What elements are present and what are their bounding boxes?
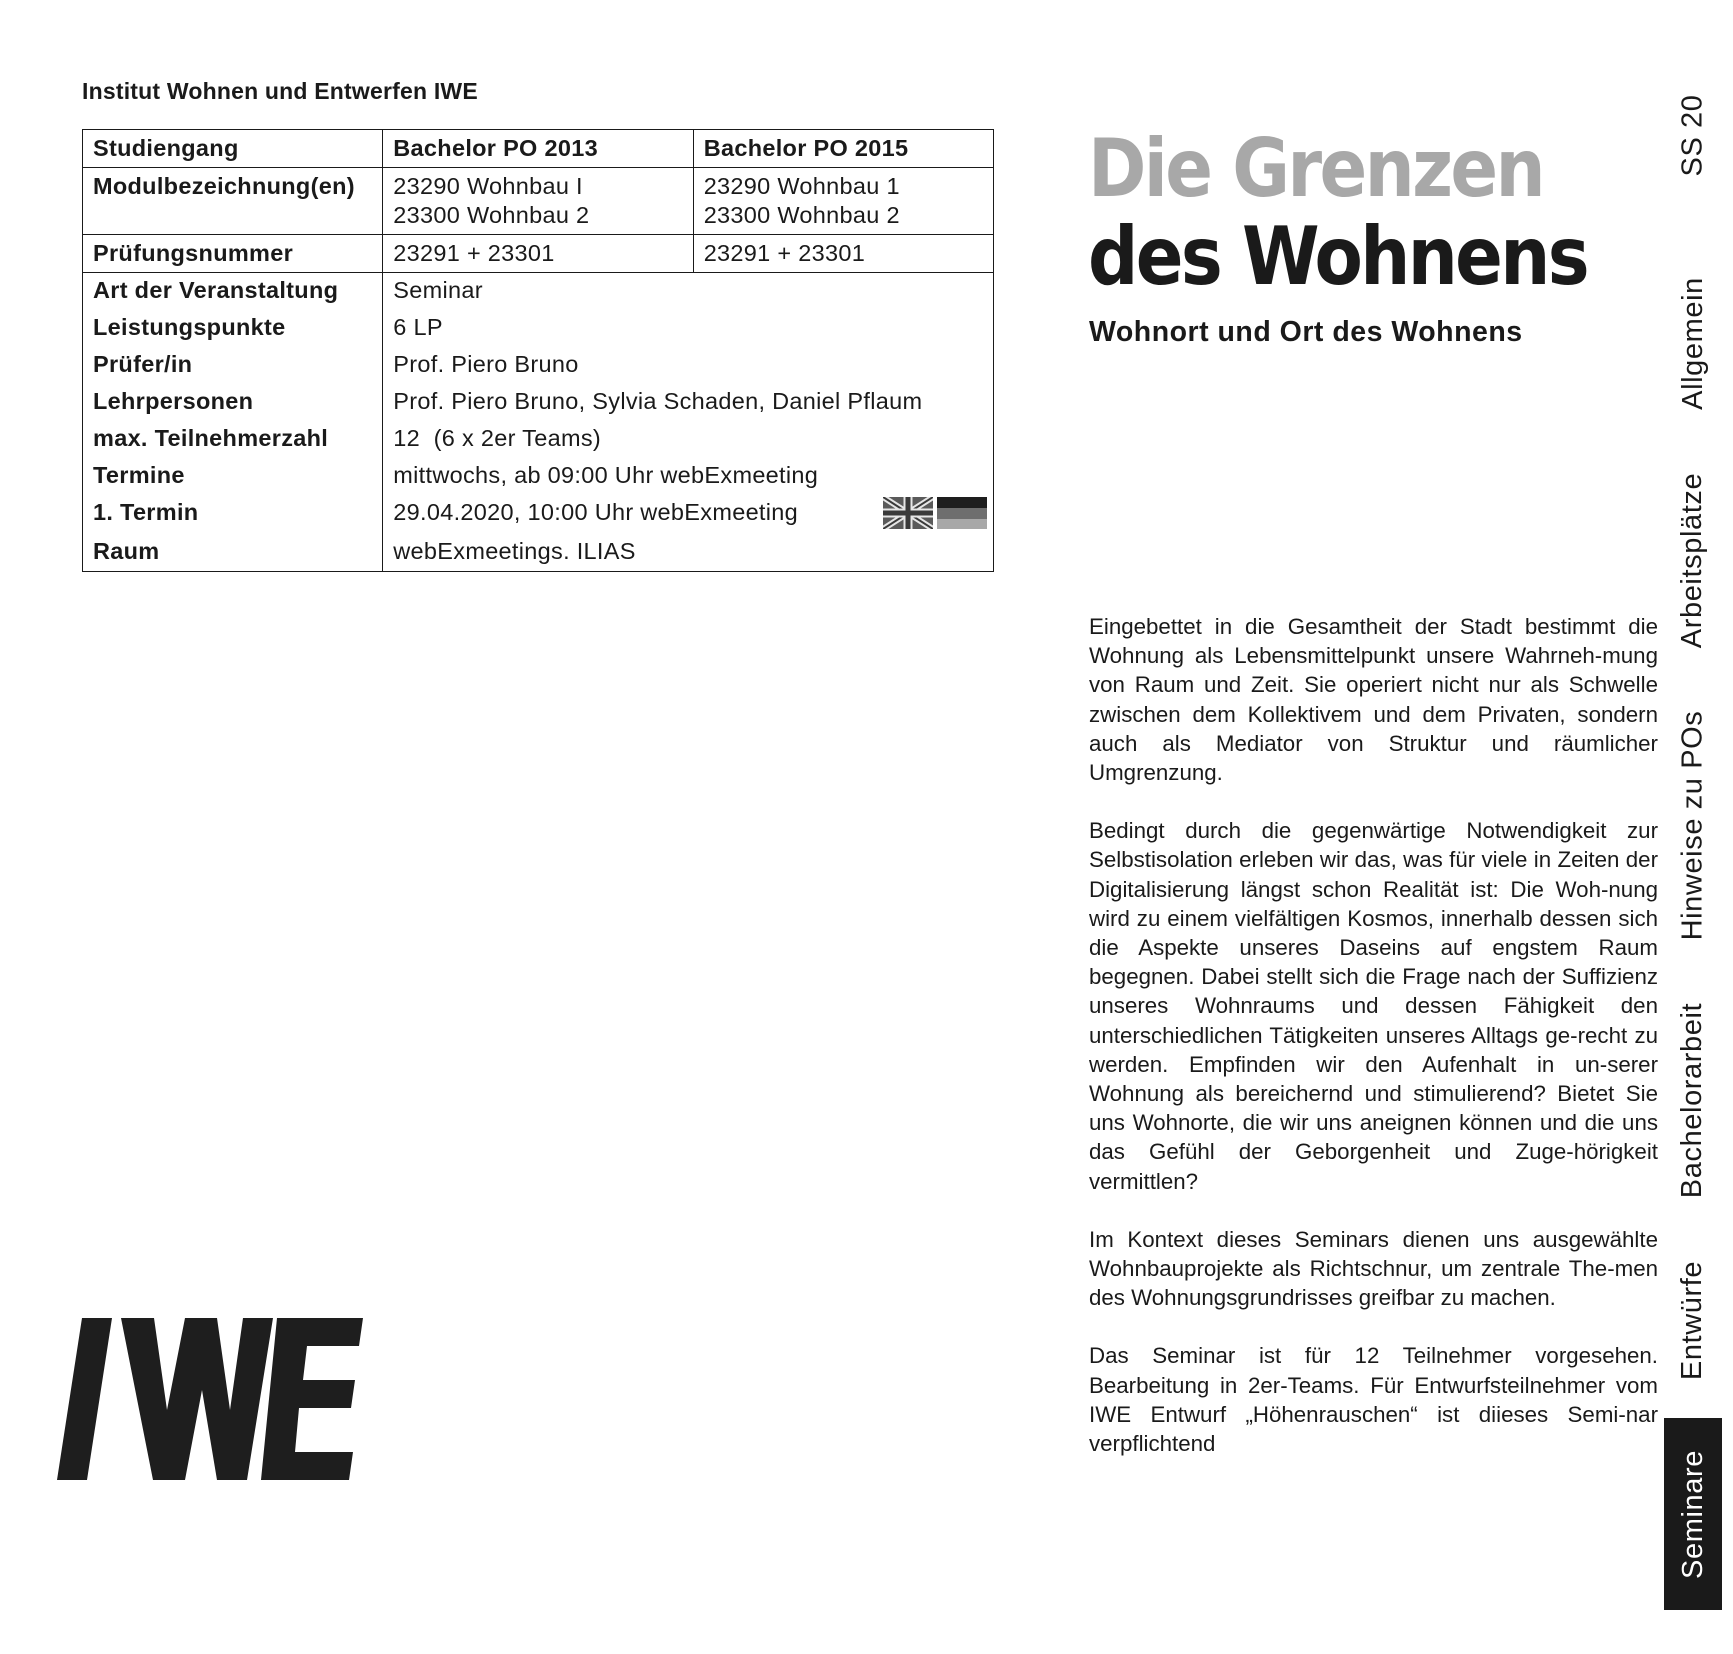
table-row (83, 421, 994, 458)
paragraph: Das Seminar ist für 12 Teilnehmer vorgesehen. Bearbeitung in 2er-Teams. Für Entwurfsteilnehmer vom IWE Entwurf „Höhenrauschen“ ist diieses Semi-nar verpflichtend (1089, 1343, 1658, 1457)
row-label: Lehrpersonen (83, 384, 383, 421)
row-value: Prof. Piero Bruno (383, 347, 994, 384)
row-value: 29.04.2020, 10:00 Uhr webExmeeting (393, 499, 799, 525)
table-row (83, 273, 994, 311)
exam-po2015: 23291 + 23301 (693, 235, 993, 273)
row-value: 12 (6 x 2er Teams) (383, 421, 994, 458)
tab-seminare[interactable] (1664, 1418, 1722, 1610)
title-line-1: Die Grenzen (1088, 122, 1544, 215)
module-line: 23290 Wohnbau 1 (703, 173, 900, 199)
language-flags (879, 497, 987, 529)
header-label: Studiengang (83, 130, 383, 168)
title-line-2: des Wohnens (1088, 210, 1588, 303)
tab-hinweise-zu-pos[interactable] (1664, 690, 1722, 960)
row-value: Seminar (383, 273, 994, 311)
table-row (83, 534, 994, 572)
tab-allgemein[interactable] (1664, 248, 1722, 438)
modules-po2015 (693, 168, 993, 235)
tab-bachelorarbeit[interactable] (1664, 980, 1722, 1220)
module-line: 23300 Wohnbau 2 (393, 202, 590, 228)
paragraph: Im Kontext dieses Seminars dienen uns ausgewählte Wohnbauprojekte als Richtschnur, um zentrale The-men des Wohnungsgrundrisses greifbar zu machen. (1089, 1226, 1658, 1311)
table-row (83, 384, 994, 421)
institute-heading: Institut Wohnen und Entwerfen IWE (82, 78, 478, 104)
paragraph: Eingebettet in die Gesamtheit der Stadt bestimmt die Wohnung als Lebensmittelpunkt unsere Wahrneh-mung von Raum und Zeit. Sie operiert nicht nur als Schwelle zwischen dem Kollektivem und dem Privaten, sondern auch als Mediator von Struktur und räumlicher Umgrenzung. (1089, 614, 1658, 786)
header-po2015: Bachelor PO 2015 (693, 130, 993, 168)
row-label: Leistungspunkte (83, 310, 383, 347)
row-value-with-flags (383, 495, 994, 534)
table-row (83, 347, 994, 384)
table-row (83, 458, 994, 495)
tab-label: Allgemein (1676, 276, 1709, 410)
tab-arbeitsplaetze[interactable] (1664, 450, 1722, 670)
tab-ss20[interactable] (1664, 60, 1722, 210)
table-row (83, 495, 994, 534)
row-label: max. Teilnehmerzahl (83, 421, 383, 458)
tab-entwuerfe[interactable] (1664, 1240, 1722, 1400)
tab-label: Seminare (1676, 1449, 1709, 1579)
module-line: 23290 Wohnbau I (393, 173, 583, 199)
table-row (83, 310, 994, 347)
iwe-logo (57, 1318, 363, 1480)
uk-flag-icon (883, 497, 933, 529)
tab-label: Hinweise zu POs (1676, 710, 1709, 940)
modules-po2013 (383, 168, 693, 235)
course-info-table (82, 129, 994, 572)
description-text (1089, 612, 1658, 1487)
row-label: Raum (83, 534, 383, 572)
exam-label: Prüfungsnummer (83, 235, 383, 273)
row-label: Termine (83, 458, 383, 495)
module-line: 23300 Wohnbau 2 (703, 202, 900, 228)
table-header-row (83, 130, 994, 168)
exam-po2013: 23291 + 23301 (383, 235, 693, 273)
row-label: Art der Veranstaltung (83, 273, 383, 311)
tab-label: Arbeitsplätze (1676, 472, 1709, 648)
modules-label: Modulbezeichnung(en) (83, 168, 383, 235)
row-value: Prof. Piero Bruno, Sylvia Schaden, Daniel Pflaum (383, 384, 994, 421)
germany-flag-icon (937, 497, 987, 529)
row-value: webExmeetings. ILIAS (383, 534, 994, 572)
row-value: 6 LP (383, 310, 994, 347)
row-label: 1. Termin (83, 495, 383, 534)
row-label: Prüfer/in (83, 347, 383, 384)
table-row-exam (83, 235, 994, 273)
tab-label: Entwürfe (1676, 1260, 1709, 1380)
paragraph: Bedingt durch die gegenwärtige Notwendigkeit zur Selbstisolation erleben wir das, was für viele in Zeiten der Digitalisierung längst schon Realität ist: Die Woh-nung wird zu einem vielfältigen Kosmos, innerhalb dessen sich die Aspekte unseres Daseins auf engstem Raum begegnen. Dabei stellt sich die Frage nach der Suffizienz unseres Wohnraums und dessen Fähigkeit den unterschiedlichen Tätigkeiten unseres Alltags ge-recht zu werden. Empfinden wir den Aufenhalt in un-serer Wohnung als bereichernd und stimulierend? Bietet Sie uns Wohnorte, die wir uns aneignen können und die uns das Gefühl der Geborgenheit und Zuge-hörigkeit vermittlen? (1089, 818, 1658, 1194)
row-value: mittwochs, ab 09:00 Uhr webExmeeting (383, 458, 994, 495)
tab-label: Bachelorarbeit (1676, 1002, 1709, 1198)
tab-label: SS 20 (1676, 94, 1709, 176)
header-po2013: Bachelor PO 2013 (383, 130, 693, 168)
table-row-modules (83, 168, 994, 235)
subtitle: Wohnort und Ort des Wohnens (1089, 316, 1523, 348)
